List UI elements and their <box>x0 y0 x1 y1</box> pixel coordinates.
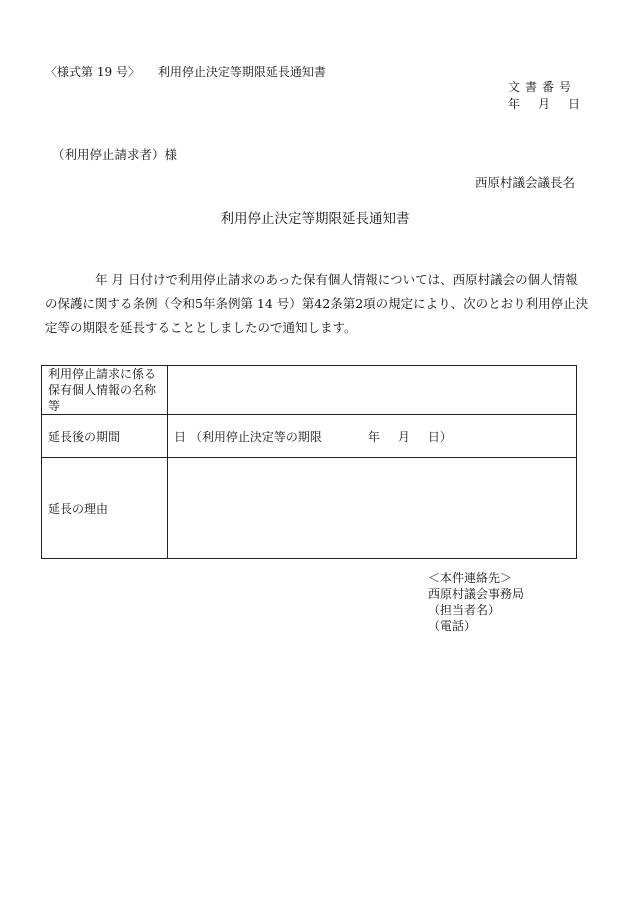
contact-person: （担当者名） <box>428 603 501 617</box>
date-year: 年 <box>508 97 521 111</box>
table-row <box>42 458 577 559</box>
contact-heading: ＜本件連絡先＞ <box>428 571 513 585</box>
period-deadline-label: （利用停止決定等の期限 <box>189 429 322 444</box>
period-day: 日 <box>174 429 187 444</box>
value-info-name <box>168 366 577 415</box>
label-extension-reason: 延長の理由 <box>42 458 168 559</box>
label-extension-period: 延長後の期間 <box>42 415 168 458</box>
recipient: （利用停止請求者）様 <box>52 147 178 162</box>
date-day: 日 <box>568 97 581 111</box>
form-title-small: 利用停止決定等期限延長通知書 <box>157 65 326 79</box>
value-extension-reason <box>168 458 577 559</box>
form-number-line <box>45 65 326 79</box>
period-day-close: 日） <box>427 429 452 444</box>
period-month: 月 <box>397 429 410 444</box>
form-number: 〈様式第 19 号〉 <box>45 65 140 79</box>
date-month: 月 <box>538 97 551 111</box>
period-year: 年 <box>367 429 380 444</box>
contact-block <box>428 570 524 634</box>
contact-phone: （電話） <box>428 619 477 633</box>
body-paragraph <box>45 268 590 340</box>
table-row <box>42 415 577 458</box>
document-title: 利用停止決定等期限延長通知書 <box>220 211 410 227</box>
date-line <box>508 97 580 111</box>
contact-office: 西原村議会事務局 <box>428 587 525 601</box>
table-row <box>42 366 577 415</box>
document-number: 文書番号 <box>508 80 577 94</box>
value-extension-period <box>168 415 577 458</box>
label-info-name: 利用停止請求に係る保有個人情報の名称等 <box>42 366 168 415</box>
info-table <box>41 365 577 559</box>
sender-name: 西原村議会議長名 <box>475 175 576 190</box>
body-text: 年 月 日付けで利用停止請求のあった保有個人情報については、西原村議会の個人情報の保護に関する条例（令和5年条例第 14 号）第42条第2項の規定により、次のとおり利用停止決定等の期限を延長することとしましたので通知します。 <box>45 272 589 335</box>
